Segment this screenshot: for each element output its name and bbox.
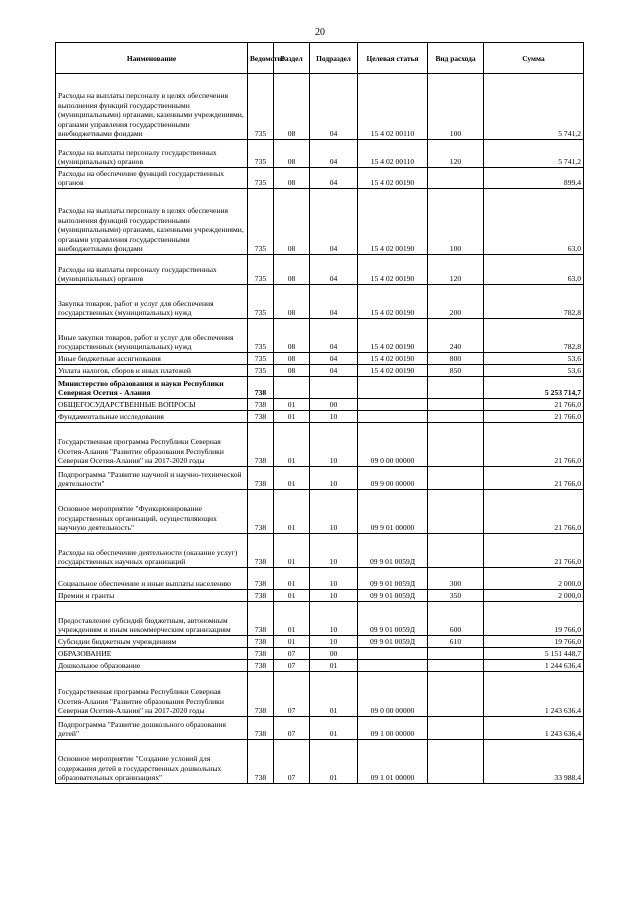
cell-target-article: 09 0 00 00000 xyxy=(358,423,428,467)
cell-target-article: 15 4 02 00190 xyxy=(358,255,428,285)
page-number: 20 xyxy=(315,27,325,38)
cell-amount: 21 766,0 xyxy=(484,399,584,411)
cell-department: 738 xyxy=(248,399,274,411)
cell-target-article: 15 4 02 00190 xyxy=(358,168,428,189)
cell-amount: 5 151 448,7 xyxy=(484,648,584,660)
cell-target-article xyxy=(358,648,428,660)
cell-amount: 899,4 xyxy=(484,168,584,189)
cell-expense-type xyxy=(428,490,484,534)
cell-section: 07 xyxy=(274,648,310,660)
cell-department: 735 xyxy=(248,319,274,353)
cell-subsection: 04 xyxy=(310,353,358,365)
cell-department: 735 xyxy=(248,140,274,168)
cell-name: Подпрограмма "Развитие дошкольного образования детей" xyxy=(56,717,248,740)
cell-name: Расходы на обеспечение деятельности (оказание услуг) государственных научных организаций xyxy=(56,534,248,568)
cell-name: Расходы на обеспечение функций государственных органов xyxy=(56,168,248,189)
cell-target-article: 09 1 00 00000 xyxy=(358,717,428,740)
cell-department: 735 xyxy=(248,365,274,377)
cell-section: 01 xyxy=(274,590,310,602)
cell-target-article: 09 9 01 0059Д xyxy=(358,534,428,568)
cell-target-article xyxy=(358,660,428,672)
cell-subsection: 01 xyxy=(310,660,358,672)
cell-section: 08 xyxy=(274,74,310,140)
cell-amount: 21 766,0 xyxy=(484,534,584,568)
cell-expense-type: 800 xyxy=(428,353,484,365)
cell-section: 08 xyxy=(274,353,310,365)
table-row xyxy=(56,168,584,189)
cell-department: 738 xyxy=(248,660,274,672)
table-row xyxy=(56,189,584,255)
cell-section: 08 xyxy=(274,140,310,168)
cell-department: 738 xyxy=(248,590,274,602)
table-row xyxy=(56,140,584,168)
cell-section xyxy=(274,377,310,399)
table-row xyxy=(56,636,584,648)
cell-department: 738 xyxy=(248,423,274,467)
cell-department: 738 xyxy=(248,672,274,717)
table-row xyxy=(56,717,584,740)
cell-expense-type xyxy=(428,648,484,660)
table-body xyxy=(56,74,584,784)
header-name: Наименование xyxy=(56,43,248,74)
cell-department: 738 xyxy=(248,636,274,648)
cell-expense-type: 200 xyxy=(428,285,484,319)
cell-department: 738 xyxy=(248,568,274,590)
cell-section: 07 xyxy=(274,672,310,717)
cell-expense-type: 100 xyxy=(428,189,484,255)
cell-target-article xyxy=(358,399,428,411)
cell-name: Министерство образования и науки Республики Северная Осетия - Алания xyxy=(56,377,248,399)
cell-target-article: 09 9 01 0059Д xyxy=(358,568,428,590)
cell-subsection: 10 xyxy=(310,590,358,602)
table-row xyxy=(56,648,584,660)
cell-amount: 5 741,2 xyxy=(484,140,584,168)
cell-subsection xyxy=(310,377,358,399)
cell-subsection: 10 xyxy=(310,534,358,568)
header-amount: Сумма xyxy=(484,43,584,74)
cell-subsection: 04 xyxy=(310,140,358,168)
cell-name: Закупка товаров, работ и услуг для обеспечения государственных (муниципальных) нужд xyxy=(56,285,248,319)
cell-amount: 33 988,4 xyxy=(484,740,584,784)
cell-expense-type xyxy=(428,740,484,784)
cell-section: 07 xyxy=(274,660,310,672)
cell-name: Подпрограмма "Развитие научной и научно-технической деятельности" xyxy=(56,467,248,490)
cell-section: 08 xyxy=(274,319,310,353)
cell-subsection: 01 xyxy=(310,740,358,784)
cell-expense-type xyxy=(428,411,484,423)
cell-section: 01 xyxy=(274,423,310,467)
cell-target-article: 15 4 02 00190 xyxy=(358,319,428,353)
cell-expense-type xyxy=(428,467,484,490)
header-section: Раздел xyxy=(274,43,310,74)
cell-department: 735 xyxy=(248,168,274,189)
cell-department: 738 xyxy=(248,534,274,568)
cell-amount: 1 243 636,4 xyxy=(484,717,584,740)
cell-target-article: 09 0 00 00000 xyxy=(358,672,428,717)
cell-target-article: 15 4 02 00190 xyxy=(358,285,428,319)
cell-department: 738 xyxy=(248,467,274,490)
cell-amount: 63,0 xyxy=(484,255,584,285)
header-expense-type: Вид расхода xyxy=(428,43,484,74)
cell-amount: 2 000,0 xyxy=(484,590,584,602)
cell-section: 08 xyxy=(274,168,310,189)
cell-target-article: 15 4 02 00190 xyxy=(358,365,428,377)
table-row xyxy=(56,423,584,467)
cell-department: 738 xyxy=(248,411,274,423)
cell-target-article: 09 1 01 00000 xyxy=(358,740,428,784)
cell-section: 07 xyxy=(274,717,310,740)
cell-section: 08 xyxy=(274,285,310,319)
cell-section: 01 xyxy=(274,602,310,636)
cell-amount: 782,8 xyxy=(484,319,584,353)
table-row xyxy=(56,255,584,285)
cell-department: 735 xyxy=(248,285,274,319)
cell-expense-type xyxy=(428,399,484,411)
header-subsection: Подраздел xyxy=(310,43,358,74)
cell-section: 01 xyxy=(274,399,310,411)
cell-subsection: 01 xyxy=(310,672,358,717)
cell-target-article: 09 9 01 00000 xyxy=(358,490,428,534)
cell-name: Государственная программа Республики Северная Осетия-Алания "Развитие образования Республики Северная Осетия-Алания" на 2017-2020 годы xyxy=(56,423,248,467)
cell-section: 01 xyxy=(274,636,310,648)
table-row xyxy=(56,490,584,534)
budget-table xyxy=(55,42,584,784)
cell-section: 08 xyxy=(274,365,310,377)
cell-expense-type: 120 xyxy=(428,140,484,168)
cell-section: 08 xyxy=(274,189,310,255)
cell-name: Расходы на выплаты персоналу в целях обеспечения выполнения функций государственными (муниципальными) органами, казенными учреждениями, органами управления государственными внебюджетными фондами xyxy=(56,74,248,140)
table-row xyxy=(56,602,584,636)
cell-amount: 21 766,0 xyxy=(484,467,584,490)
cell-department: 738 xyxy=(248,602,274,636)
cell-subsection: 04 xyxy=(310,74,358,140)
table-row xyxy=(56,590,584,602)
cell-target-article: 15 4 02 00190 xyxy=(358,189,428,255)
cell-expense-type xyxy=(428,168,484,189)
cell-amount: 1 244 636,4 xyxy=(484,660,584,672)
cell-section: 07 xyxy=(274,740,310,784)
cell-name: Основное мероприятие "Создание условий для содержания детей в государственных дошкольных образовательных организациях" xyxy=(56,740,248,784)
cell-target-article: 09 9 01 0059Д xyxy=(358,636,428,648)
cell-amount: 21 766,0 xyxy=(484,490,584,534)
table-header-row xyxy=(56,43,584,74)
cell-expense-type: 120 xyxy=(428,255,484,285)
cell-name: Фундаментальные исследования xyxy=(56,411,248,423)
cell-department: 738 xyxy=(248,490,274,534)
cell-name: ОБРАЗОВАНИЕ xyxy=(56,648,248,660)
cell-amount: 21 766,0 xyxy=(484,423,584,467)
cell-name: ОБЩЕГОСУДАРСТВЕННЫЕ ВОПРОСЫ xyxy=(56,399,248,411)
cell-expense-type: 240 xyxy=(428,319,484,353)
cell-department: 738 xyxy=(248,717,274,740)
cell-target-article: 09 9 01 0059Д xyxy=(358,602,428,636)
cell-expense-type xyxy=(428,672,484,717)
cell-section: 01 xyxy=(274,534,310,568)
cell-amount: 53,6 xyxy=(484,353,584,365)
cell-expense-type: 850 xyxy=(428,365,484,377)
table-row xyxy=(56,285,584,319)
cell-subsection: 10 xyxy=(310,467,358,490)
cell-department: 735 xyxy=(248,255,274,285)
cell-subsection: 10 xyxy=(310,411,358,423)
cell-subsection: 04 xyxy=(310,189,358,255)
cell-subsection: 10 xyxy=(310,423,358,467)
cell-expense-type: 300 xyxy=(428,568,484,590)
table-row xyxy=(56,672,584,717)
cell-target-article xyxy=(358,377,428,399)
cell-name: Премии и гранты xyxy=(56,590,248,602)
cell-amount: 63,0 xyxy=(484,189,584,255)
cell-subsection: 00 xyxy=(310,399,358,411)
cell-target-article: 15 4 02 00110 xyxy=(358,140,428,168)
cell-expense-type xyxy=(428,534,484,568)
cell-target-article: 15 4 02 00110 xyxy=(358,74,428,140)
cell-name: Дошкольное образование xyxy=(56,660,248,672)
cell-amount: 19 766,0 xyxy=(484,636,584,648)
cell-subsection: 10 xyxy=(310,636,358,648)
cell-expense-type: 350 xyxy=(428,590,484,602)
cell-subsection: 10 xyxy=(310,602,358,636)
cell-amount: 53,6 xyxy=(484,365,584,377)
cell-expense-type: 600 xyxy=(428,602,484,636)
cell-subsection: 04 xyxy=(310,168,358,189)
cell-section: 08 xyxy=(274,255,310,285)
cell-subsection: 04 xyxy=(310,365,358,377)
cell-section: 01 xyxy=(274,568,310,590)
cell-subsection: 10 xyxy=(310,490,358,534)
cell-name: Государственная программа Республики Северная Осетия-Алания "Развитие образования Республики Северная Осетия-Алания" на 2017-2020 годы xyxy=(56,672,248,717)
cell-target-article: 09 9 01 0059Д xyxy=(358,590,428,602)
cell-subsection: 01 xyxy=(310,717,358,740)
cell-subsection: 04 xyxy=(310,319,358,353)
cell-target-article: 15 4 02 00190 xyxy=(358,353,428,365)
header-department: Ведомство xyxy=(248,43,274,74)
cell-name: Иные закупки товаров, работ и услуг для обеспечения государственных (муниципальных) нужд xyxy=(56,319,248,353)
cell-amount: 1 243 636,4 xyxy=(484,672,584,717)
table-row xyxy=(56,740,584,784)
table-row xyxy=(56,319,584,353)
cell-name: Социальное обеспечение и иные выплаты населению xyxy=(56,568,248,590)
cell-name: Уплата налогов, сборов и иных платежей xyxy=(56,365,248,377)
table-row xyxy=(56,534,584,568)
cell-section: 01 xyxy=(274,490,310,534)
cell-name: Предоставление субсидий бюджетным, автономным учреждениям и иным некоммерческим организациям xyxy=(56,602,248,636)
cell-expense-type xyxy=(428,423,484,467)
cell-department: 735 xyxy=(248,189,274,255)
table-row xyxy=(56,365,584,377)
table-row xyxy=(56,399,584,411)
cell-amount: 5 253 714,7 xyxy=(484,377,584,399)
cell-section: 01 xyxy=(274,411,310,423)
cell-subsection: 00 xyxy=(310,648,358,660)
cell-subsection: 04 xyxy=(310,255,358,285)
cell-name: Основное мероприятие "Функционирование государственных организаций, осуществляющих научную деятельность" xyxy=(56,490,248,534)
cell-amount: 21 766,0 xyxy=(484,411,584,423)
cell-expense-type xyxy=(428,717,484,740)
cell-section: 01 xyxy=(274,467,310,490)
cell-department: 738 xyxy=(248,740,274,784)
table-row xyxy=(56,353,584,365)
table-row xyxy=(56,377,584,399)
cell-expense-type: 100 xyxy=(428,74,484,140)
cell-amount: 2 000,0 xyxy=(484,568,584,590)
cell-department: 738 xyxy=(248,648,274,660)
table-row xyxy=(56,74,584,140)
cell-subsection: 10 xyxy=(310,568,358,590)
table-row xyxy=(56,411,584,423)
cell-amount: 19 766,0 xyxy=(484,602,584,636)
cell-target-article xyxy=(358,411,428,423)
cell-name: Расходы на выплаты персоналу государственных (муниципальных) органов xyxy=(56,255,248,285)
table-row xyxy=(56,660,584,672)
cell-expense-type: 610 xyxy=(428,636,484,648)
cell-target-article: 09 9 00 00000 xyxy=(358,467,428,490)
cell-name: Расходы на выплаты персоналу государственных (муниципальных) органов xyxy=(56,140,248,168)
cell-name: Расходы на выплаты персоналу в целях обеспечения выполнения функций государственными (муниципальными) органами, казенными учреждениями, органами управления государственными внебюджетными фондами xyxy=(56,189,248,255)
cell-expense-type xyxy=(428,377,484,399)
cell-name: Иные бюджетные ассигнования xyxy=(56,353,248,365)
cell-subsection: 04 xyxy=(310,285,358,319)
cell-amount: 782,8 xyxy=(484,285,584,319)
table-row xyxy=(56,568,584,590)
table-row xyxy=(56,467,584,490)
cell-expense-type xyxy=(428,660,484,672)
cell-amount: 5 741,2 xyxy=(484,74,584,140)
cell-name: Субсидии бюджетным учреждениям xyxy=(56,636,248,648)
header-target-article: Целевая статья xyxy=(358,43,428,74)
cell-department: 735 xyxy=(248,353,274,365)
cell-department: 738 xyxy=(248,377,274,399)
cell-department: 735 xyxy=(248,74,274,140)
